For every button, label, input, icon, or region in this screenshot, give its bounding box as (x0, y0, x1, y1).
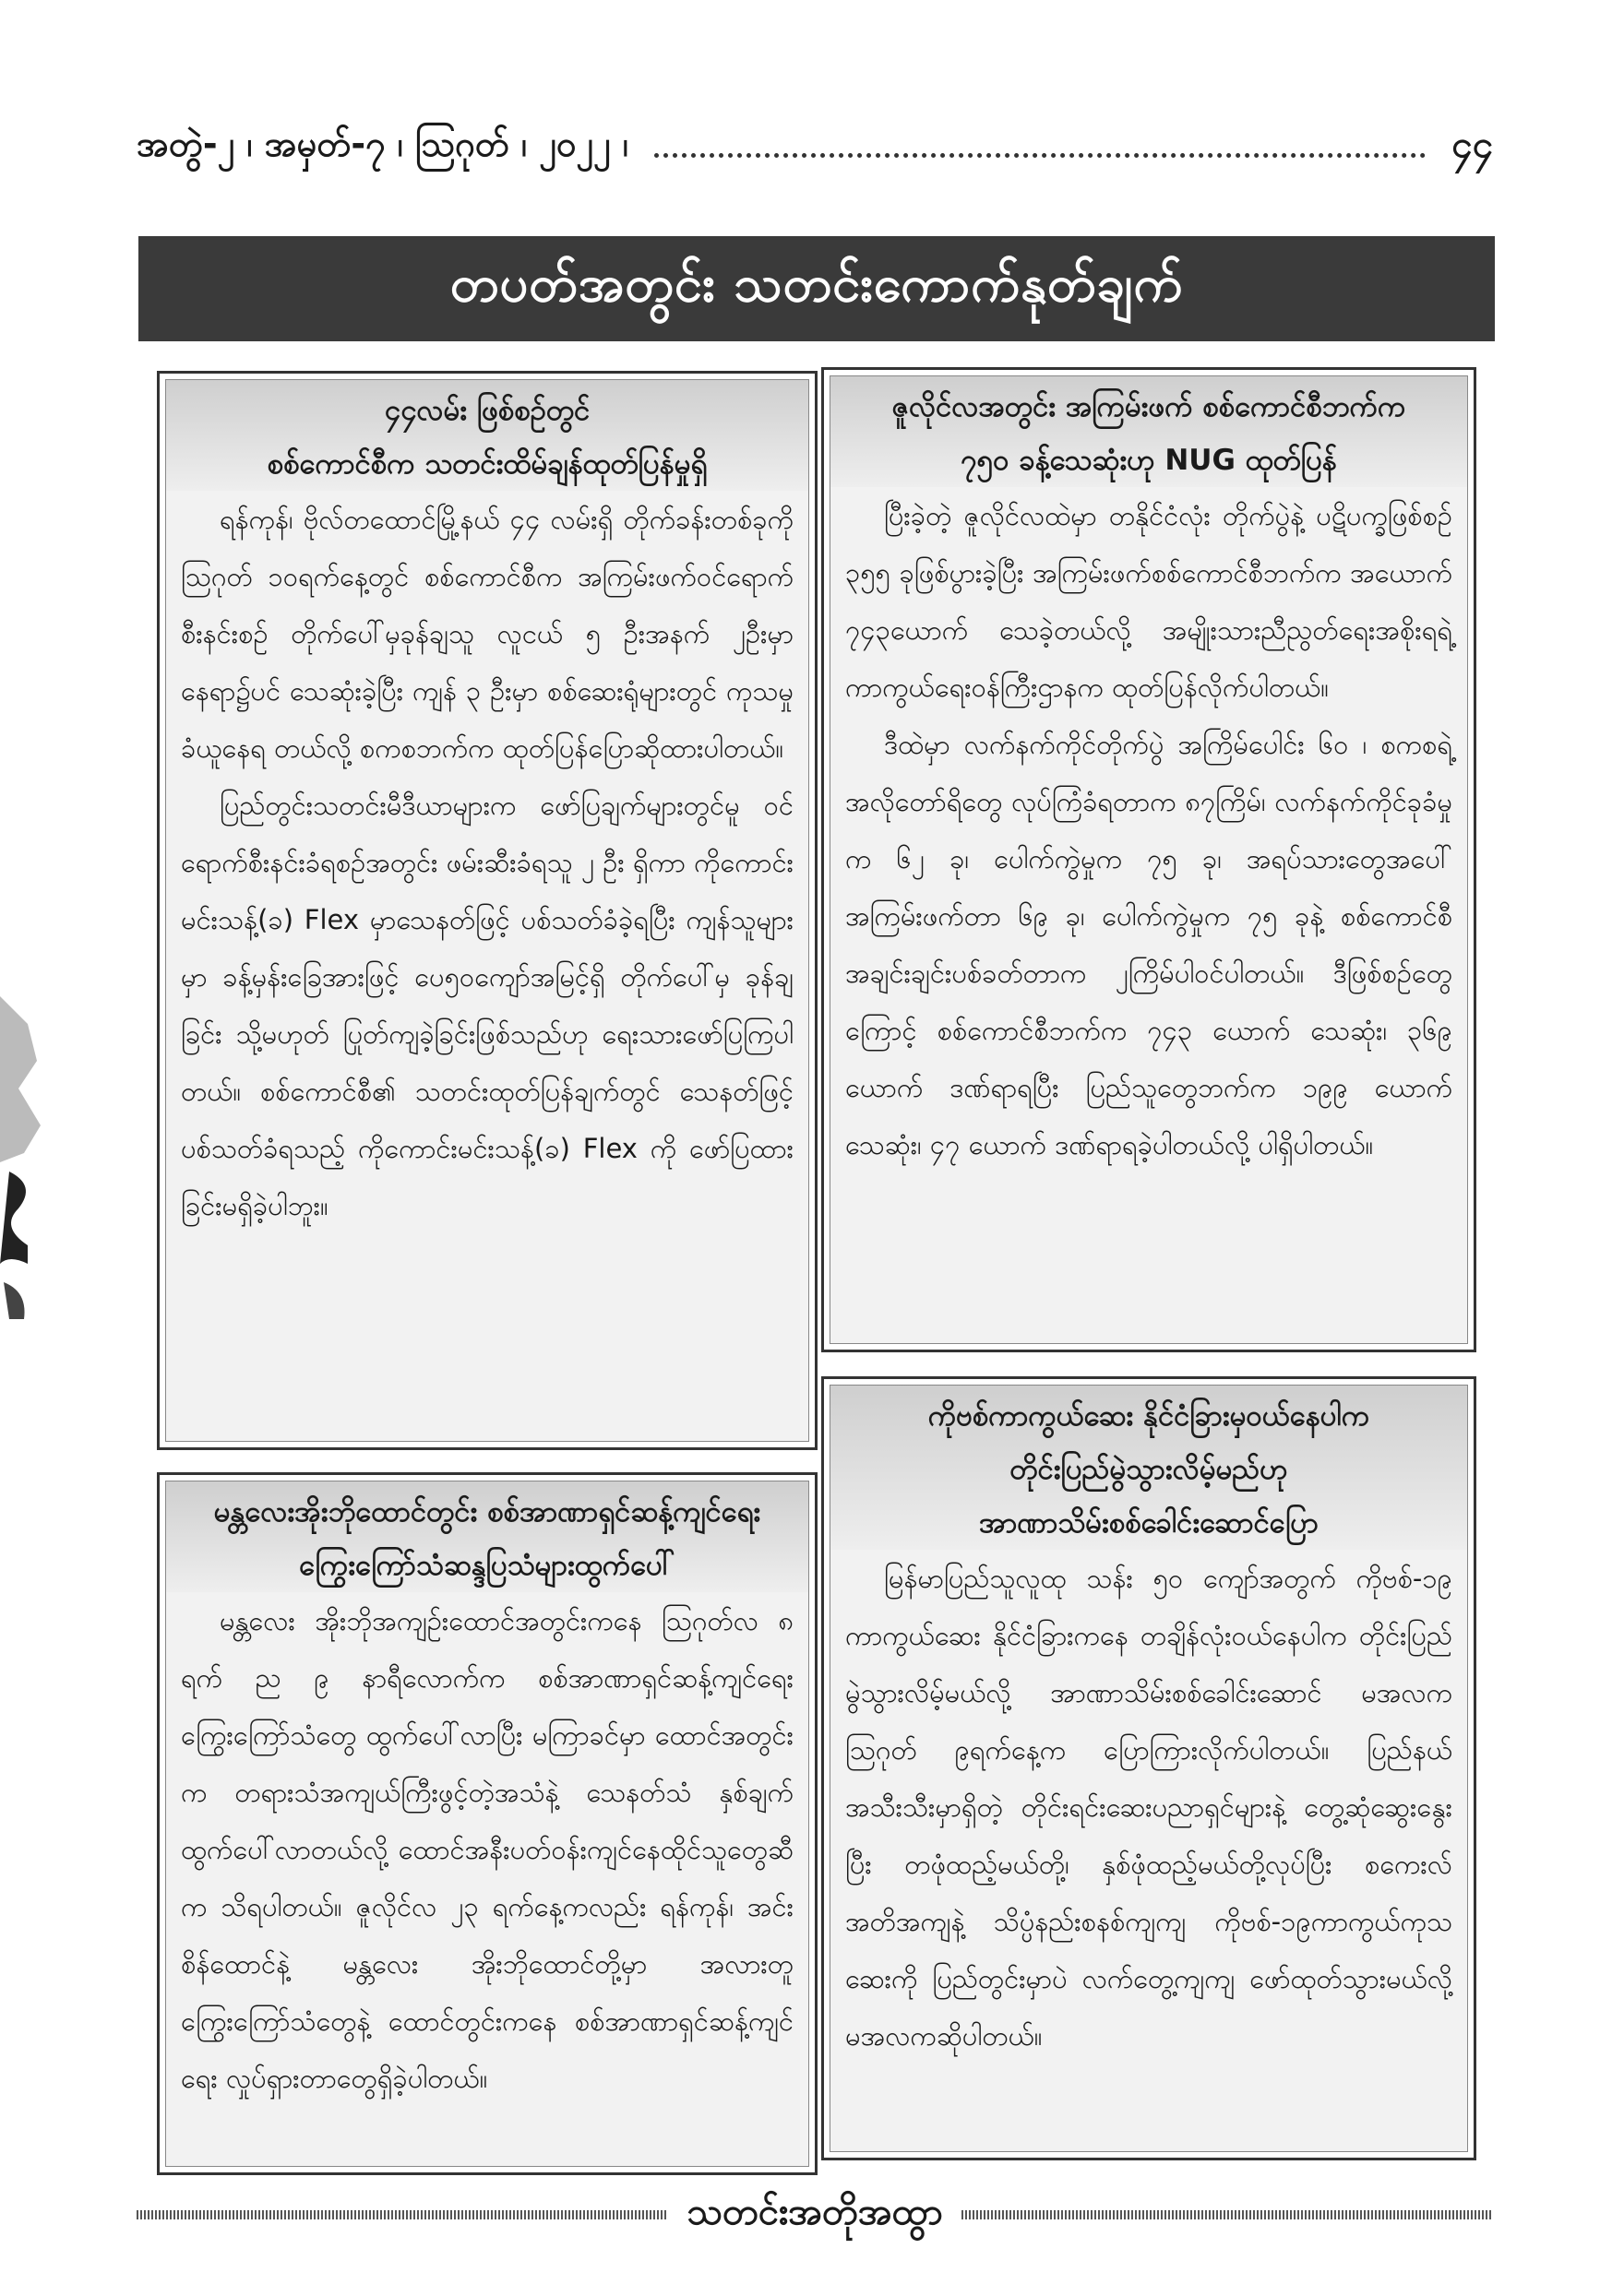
section-title: တပတ်အတွင်း သတင်းကောက်နုတ်ချက် (449, 254, 1184, 313)
article-body (181, 491, 794, 1234)
article-body (845, 487, 1452, 1173)
footer-title: သတင်းအတိုအထွာ (687, 2190, 943, 2233)
article-headline: ဇူလိုင်လအတွင်း အကြမ်းဖက် စစ်ကောင်စီဘက်က ၇၅၀ ခန့်သေဆုံးဟု NUG ထုတ်ပြန် (830, 376, 1467, 487)
issue-info: အတွဲ-၂ ၊ အမှတ်-၇ ၊ ဩဂုတ် ၊ ၂၀၂၂ ၊ (137, 124, 628, 164)
article-card (821, 1376, 1476, 2160)
article-paragraph: မြန်မာပြည်သူလူထု သန်း ၅၀ ကျော်အတွက် ကိုဗစ်-၁၉ ကာကွယ်ဆေး နိုင်ငံခြားကနေ တချိန်လုံးဝယ်နေပါက တိုင်းပြည်မွဲသွားလိမ့်မယ်လို့ အာဏာသိမ်းစစ်ခေါင်းဆောင် မအလက ဩဂုတ် ၉ရက်နေ့က ပြောကြားလိုက်ပါတယ်။ ပြည်နယ်အသီးသီးမှာရှိတဲ့ တိုင်းရင်းဆေးပညာရှင်များနဲ့ တွေ့ဆုံဆွေးနွေးပြီး တဖုံထည့်မယ်တို့၊ နှစ်ဖုံထည့်မယ်တို့လုပ်ပြီး စကေးလ်အတိအကျနဲ့ သိပ္ပံနည်းစနစ်ကျကျ ကိုဗစ်-၁၉ကာကွယ်ကုသဆေးကို ပြည်တွင်းမှာပဲ လက်တွေ့ကျကျ ဖော်ထုတ်သွားမယ်လို့ မအလကဆိုပါတယ်။ (845, 1563, 1452, 2052)
article-paragraph: မန္တလေး အိုးဘိုအကျဉ်းထောင်အတွင်းကနေ ဩဂုတ်လ ၈ ရက် ည ၉ နာရီလောက်က စစ်အာဏာရှင်ဆန့်ကျင်ရေး ကြွေးကြော်သံတွေ ထွက်ပေါ်လာပြီး မကြာခင်မှာ ထောင်အတွင်းက တရားသံအကျယ်ကြီးဖွင့်တဲ့အသံနဲ့ သေနတ်သံ နှစ်ချက် ထွက်ပေါ်လာတယ်လို့ ထောင်အနီးပတ်ဝန်းကျင်နေထိုင်သူတွေဆီက သိရပါတယ်။ ဇူလိုင်လ ၂၃ ရက်နေ့ကလည်း ရန်ကုန်၊ အင်းစိန်ထောင်နဲ့ မန္တလေး အိုးဘိုထောင်တို့မှာ အလားတူကြွေးကြော်သံတွေနဲ့ ထောင်တွင်းကနေ စစ်အာဏာရှင်ဆန့်ကျင်ရေး လှုပ်ရှားတာတွေရှိခဲ့ပါတယ်။ (181, 1605, 794, 2094)
article-body (181, 1592, 794, 2107)
article-card (821, 367, 1476, 1352)
article-headline: ကိုဗစ်ကာကွယ်ဆေး နိုင်ငံခြားမှဝယ်နေပါက တိုင်းပြည်မွဲသွားလိမ့်မည်ဟု အာဏာသိမ်းစစ်ခေါင်းဆောင်ပြော (830, 1386, 1467, 1550)
page-footer (137, 2183, 1493, 2247)
header-dotted-rule (654, 153, 1426, 158)
section-banner (138, 236, 1495, 341)
article-body (845, 1550, 1452, 2064)
page-edge-decoration-icon (0, 987, 42, 1328)
article-paragraph: ပြည်တွင်းသတင်းမီဒီယာများက ဖော်ပြချက်များတွင်မူ ဝင်ရောက်စီးနင်းခံရစဉ်အတွင်း ဖမ်းဆီးခံရသူ ၂ ဦး ရှိကာ ကိုကောင်းမင်းသန့်(ခ) Flex မှာသေနတ်ဖြင့် ပစ်သတ်ခံခဲ့ရပြီး ကျန်သူများမှာ ခန့်မှန်းခြေအားဖြင့် ပေ၅၀ကျော်အမြင့်ရှိ တိုက်ပေါ်မှ ခုန်ချခြင်း သို့မဟုတ် ပြုတ်ကျခဲ့ခြင်းဖြစ်သည်ဟု ရေးသားဖော်ပြကြပါတယ်။ စစ်ကောင်စီ၏ သတင်းထုတ်ပြန်ချက်တွင် သေနတ်ဖြင့် ပစ်သတ်ခံရသည့် ကိုကောင်းမင်းသန့်(ခ) Flex ကို ဖော်ပြထားခြင်းမရှိခဲ့ပါဘူး။ (181, 790, 794, 1221)
footer-rule-right (961, 2210, 1493, 2219)
page-number: ၄၄ (1451, 123, 1493, 166)
article-headline: မန္တလေးအိုးဘိုထောင်တွင်း စစ်အာဏာရှင်ဆန့်ကျင်ရေး ကြွေးကြော်သံဆန္ဒပြသံများထွက်ပေါ် (166, 1481, 808, 1592)
article-paragraph: ပြီးခဲ့တဲ့ ဇူလိုင်လထဲမှာ တနိုင်ငံလုံး တိုက်ပွဲနဲ့ ပဋိပက္ခဖြစ်စဉ် ၃၅၅ ခုဖြစ်ပွားခဲ့ပြီး အကြမ်းဖက်စစ်ကောင်စီဘက်က အယောက် ၇၄၃ယောက် သေခဲ့တယ်လို့ အမျိုးသားညီညွတ်ရေးအစိုးရရဲ့ ကာကွယ်ရေးဝန်ကြီးဌာနက ထုတ်ပြန်လိုက်ပါတယ်။ (845, 500, 1452, 703)
article-card (157, 1472, 818, 2175)
footer-rule-left (137, 2210, 668, 2219)
article-paragraph: ဒီထဲမှာ လက်နက်ကိုင်တိုက်ပွဲ အကြိမ်ပေါင်း ၆၀ ၊ စကစရဲ့အလိုတော်ရိတွေ လုပ်ကြံခံရတာက ၈၇ကြိမ်၊ လက်နက်ကိုင်ခုခံမှုက ၆၂ ခု၊ ပေါက်ကွဲမှုက ၇၅ ခု၊ အရပ်သားတွေအပေါ် အကြမ်းဖက်တာ ၆၉ ခု၊ ပေါက်ကွဲမှုက ၇၅ ခုနဲ့ စစ်ကောင်စီအချင်းချင်းပစ်ခတ်တာက ၂ကြိမ်ပါဝင်ပါတယ်။ ဒီဖြစ်စဉ်တွေကြောင့် စစ်ကောင်စီဘက်က ၇၄၃ ယောက် သေဆုံး၊ ၃၆၉ ယောက် ဒဏ်ရာရပြီး ပြည်သူတွေဘက်က ၁၉၉ ယောက် သေဆုံး၊ ၄၇ ယောက် ဒဏ်ရာရခဲ့ပါတယ်လို့ ပါရှိပါတယ်။ (845, 729, 1452, 1160)
article-card (157, 371, 818, 1450)
page-header (137, 120, 1493, 175)
article-paragraph: ရန်ကုန်၊ ဗိုလ်တထောင်မြို့နယ် ၄၄ လမ်းရှိ တိုက်ခန်းတစ်ခုကို ဩဂုတ် ၁၀ရက်နေ့တွင် စစ်ကောင်စီက အကြမ်းဖက်ဝင်ရောက်စီးနင်းစဉ် တိုက်ပေါ်မှခုန်ချသူ လူငယ် ၅ ဦးအနက် ၂ဦးမှာ နေရာ၌ပင် သေဆုံးခဲ့ပြီး ကျန် ၃ ဦးမှာ စစ်ဆေးရုံများတွင် ကုသမှုခံယူနေရ တယ်လို့ စကစဘက်က ထုတ်ပြန်ပြောဆိုထားပါတယ်။ (181, 504, 794, 764)
article-headline: ၄၄လမ်း ဖြစ်စဉ်တွင် စစ်ကောင်စီက သတင်းထိမ်ချန်ထုတ်ပြန်မှုရှိ (166, 380, 808, 491)
